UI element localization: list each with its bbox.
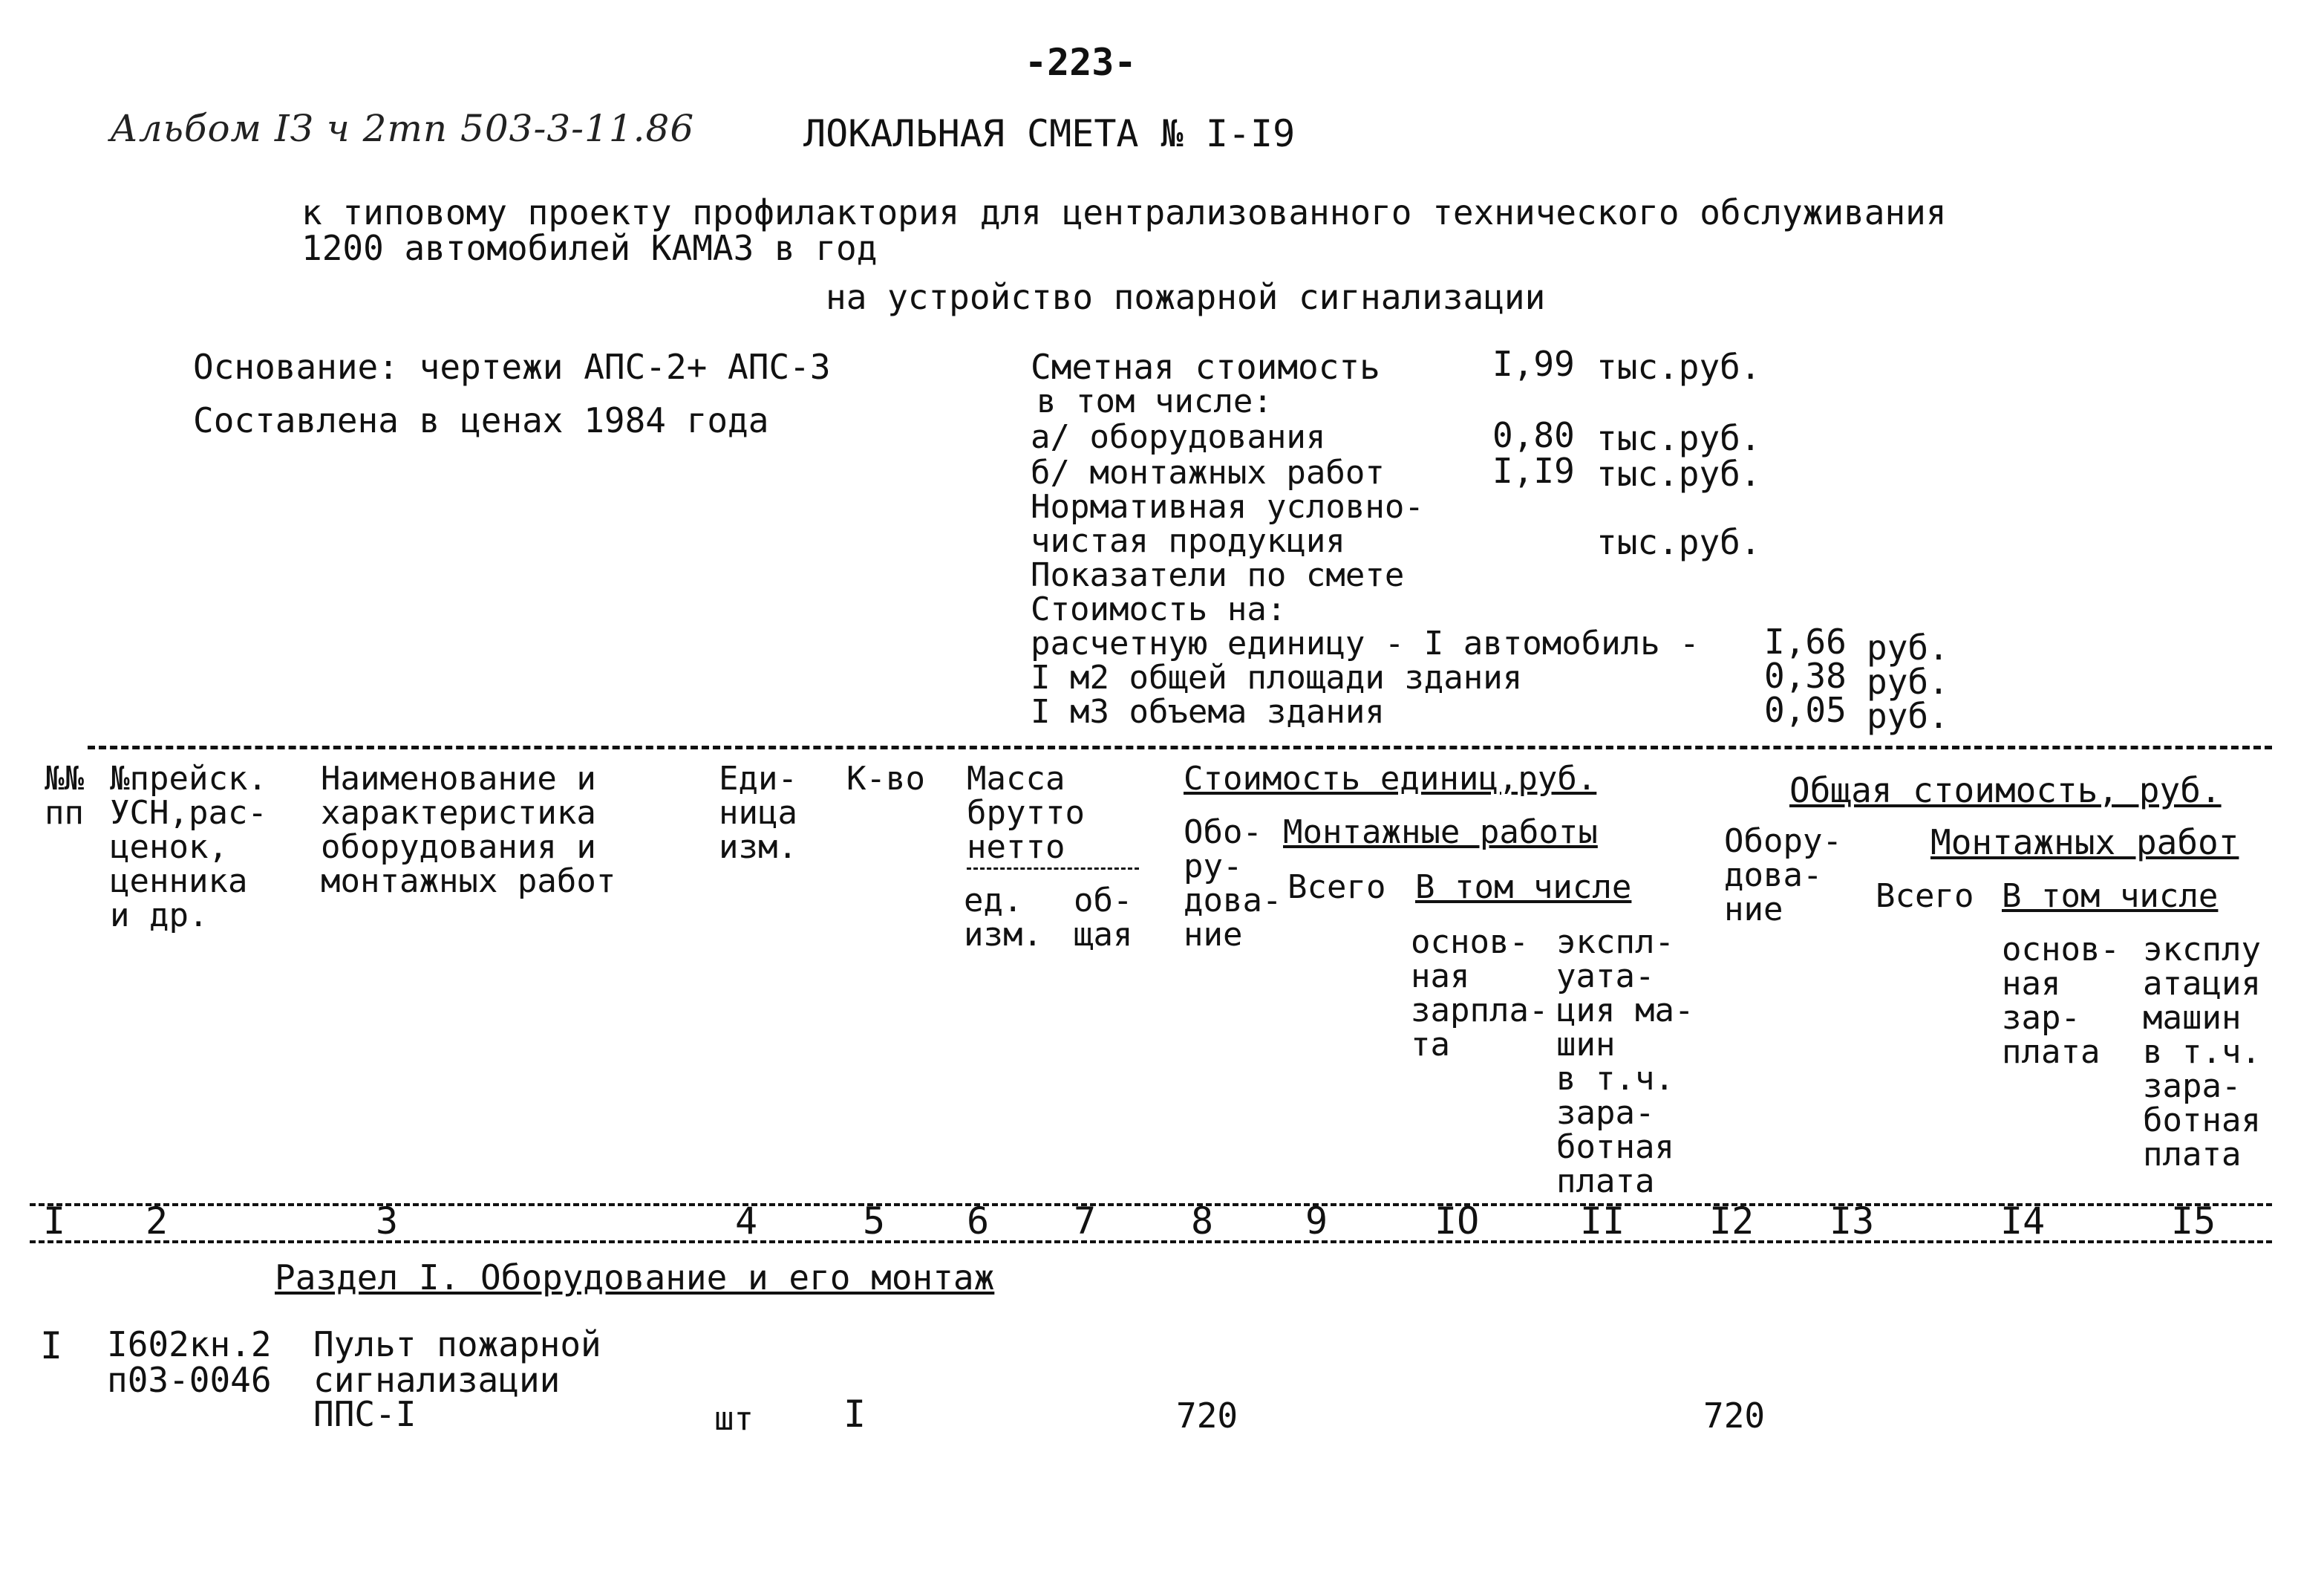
header-install-group-2: Монтажных работ (1930, 822, 2239, 862)
header-col-13: Всего (1876, 877, 1974, 915)
album-note: Альбом IЗ ч 2тп 503-3-11.86 (110, 107, 695, 150)
per-m2-unit: руб. (1867, 662, 1949, 702)
row-num: I (40, 1324, 63, 1367)
subtitle-line1: к типовому проекту профилактория для централизованного технического обслуживания (301, 192, 1947, 232)
colnum-13: I3 (1830, 1199, 1875, 1243)
header-col-12: Обору- дова- ние (1724, 822, 1842, 928)
mass-rule (967, 867, 1139, 870)
header-col-7: об- щая (1074, 882, 1133, 954)
estimated-cost-value: I,99 (1492, 344, 1575, 384)
row-total-equipment: 720 (1703, 1396, 1766, 1436)
estimated-cost-label: Сметная стоимость (1031, 347, 1380, 387)
header-col-2: №прейск. УСН,рас- ценок, ценника и др. (110, 760, 267, 934)
header-col-9: Всего (1287, 868, 1386, 906)
subtitle-line2: 1200 автомобилей КАМАЗ в год (301, 228, 878, 268)
header-col-4: Еди- ница изм. (719, 760, 797, 866)
equipment-label: а/ оборудования (1031, 418, 1326, 456)
header-col-10: основ- ная зарпла- та (1411, 923, 1549, 1064)
row-unit: шт (714, 1400, 754, 1438)
header-col-6: ед. изм. (964, 882, 1042, 954)
row-name-2: сигнализации (313, 1360, 561, 1400)
per-unit-label: расчетную единицу - I автомобиль - (1031, 625, 1700, 662)
basis: Основание: чертежи АПС-2+ АПС-3 (193, 347, 831, 387)
subtitle-line3: на устройство пожарной сигнализации (826, 277, 1546, 317)
colnum-7: 7 (1074, 1199, 1097, 1243)
installation-label: б/ монтажных работ (1031, 454, 1385, 492)
row-code-1: I602кн.2 (107, 1324, 272, 1364)
equipment-value: 0,80 (1492, 415, 1575, 455)
normative-label-1: Нормативная условно- (1031, 488, 1424, 526)
header-col-15: эксплу атация машин в т.ч. зара- ботная плата (2143, 931, 2261, 1173)
header-col-8: Обо- ру- дова- ние (1184, 813, 1282, 954)
row-name-1: Пульт пожарной (313, 1324, 601, 1364)
per-m3-label: I м3 объема здания (1031, 693, 1385, 731)
colnum-9: 9 (1305, 1199, 1328, 1243)
row-name-3: ППС-I (313, 1394, 417, 1434)
header-incl-group: В том числе (1415, 868, 1632, 906)
section-title: Раздел I. Оборудование и его монтаж (275, 1257, 995, 1298)
colnum-10: IO (1434, 1199, 1480, 1243)
cost-for-label: Стоимость на: (1031, 590, 1287, 628)
colnum-1: I (43, 1199, 66, 1243)
colnum-4: 4 (735, 1199, 758, 1243)
per-m2-label: I м2 общей площади здания (1031, 659, 1523, 697)
row-qty: I (843, 1393, 866, 1436)
row-unit-equipment: 720 (1176, 1396, 1238, 1436)
per-unit-value: I,66 (1764, 622, 1847, 662)
colnum-2: 2 (146, 1199, 169, 1243)
colnum-3: 3 (376, 1199, 399, 1243)
indicators-label: Показатели по смете (1031, 556, 1405, 594)
header-install-group: Монтажные работы (1283, 813, 1598, 851)
equipment-unit: тыс.руб. (1596, 418, 1761, 458)
installation-value: I,I9 (1492, 451, 1575, 491)
header-total-group: Общая стоимость, руб. (1789, 770, 2222, 810)
header-top-rule (88, 746, 2272, 749)
prices-year: Составлена в ценах 1984 года (193, 400, 769, 440)
colnum-bottom-rule (30, 1240, 2272, 1243)
colnum-8: 8 (1191, 1199, 1214, 1243)
normative-unit: тыс.руб. (1596, 522, 1761, 562)
header-col-14: основ- ная зар- плата (2002, 931, 2120, 1071)
page-number: -223- (1025, 41, 1137, 84)
colnum-12: I2 (1709, 1199, 1755, 1243)
per-m2-value: 0,38 (1764, 656, 1847, 696)
header-col-11: экспл- уата- ция ма- шин в т.ч. зара- ботная плата (1556, 923, 1694, 1200)
colnum-14: I4 (2000, 1199, 2046, 1243)
header-col-3: Наименование и характеристика оборудования и монтажных работ (321, 760, 616, 900)
header-unit-cost-group: Стоимость единиц,руб. (1184, 760, 1597, 798)
including-label: в том числе: (1037, 382, 1273, 420)
row-code-2: п03-0046 (107, 1360, 272, 1400)
estimated-cost-unit: тыс.руб. (1596, 347, 1761, 387)
header-mass-group: Масса брутто нетто (967, 760, 1085, 866)
colnum-6: 6 (967, 1199, 990, 1243)
header-incl-group-2: В том числе (2002, 877, 2219, 915)
doc-title: ЛОКАЛЬНАЯ СМЕТА № I-I9 (803, 112, 1296, 155)
per-m3-unit: руб. (1867, 696, 1949, 736)
normative-label-2: чистая продукция (1031, 522, 1345, 560)
colnum-15: I5 (2171, 1199, 2216, 1243)
colnum-11: II (1580, 1199, 1625, 1243)
header-col-1: №№ пп (45, 760, 84, 832)
colnum-5: 5 (863, 1199, 886, 1243)
installation-unit: тыс.руб. (1596, 454, 1761, 494)
per-m3-value: 0,05 (1764, 690, 1847, 730)
per-unit-unit: руб. (1867, 628, 1949, 668)
colnum-top-rule (30, 1203, 2272, 1206)
header-col-5: К-во (846, 760, 925, 798)
